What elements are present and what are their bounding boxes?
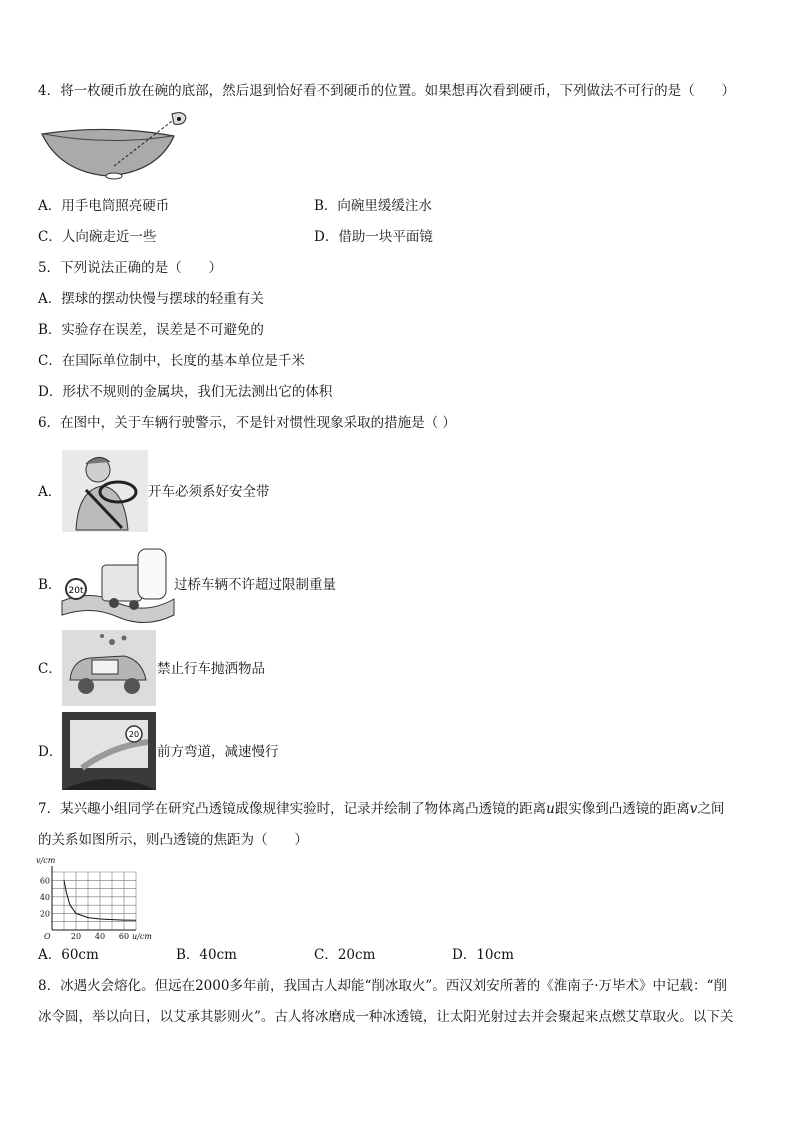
q5-option-d: D．形状不规则的金属块，我们无法测出它的体积 — [38, 384, 333, 400]
q4-option-d: D．借助一块平面镜 — [314, 229, 433, 245]
y-tick-label: 40 — [39, 892, 50, 902]
q7-option-b: B．40cm — [176, 947, 237, 963]
q7-option-a: A．60cm — [38, 947, 99, 963]
x-tick-label: 40 — [94, 932, 106, 941]
bowl-coin-illustration — [38, 110, 188, 188]
q4-stem: 4．将一枚硬币放在碗的底部，然后退到恰好看不到硬币的位置。如果想再次看到硬币，下列做法不可行的是（ ） — [38, 83, 736, 99]
x-tick-label: 60 — [118, 932, 130, 941]
y-tick-label: 60 — [39, 876, 50, 886]
q6-option-c-letter: C． — [38, 661, 62, 677]
q5-option-c: C．在国际单位制中，长度的基本单位是千米 — [38, 353, 305, 369]
seatbelt-driver-image — [62, 450, 148, 532]
q4-option-b: B．向碗里缓缓注水 — [314, 198, 432, 214]
bridge-truck-image — [62, 545, 174, 625]
q5-option-a: A．摆球的摆动快慢与摆球的轻重有关 — [38, 291, 264, 307]
x-axis-label: u/cm — [132, 932, 152, 941]
q6-option-a-caption: 开车必须系好安全带 — [148, 484, 270, 500]
origin-label: O — [44, 932, 51, 941]
q8-line1: 8．冰遇火会熔化。但远在2000多年前，我国古人却能“削冰取火”。西汉刘安所著的《淮南子·万毕术》中记载：“削 — [38, 978, 727, 994]
q6-option-d-letter: D． — [38, 744, 63, 760]
y-tick-label: 20 — [39, 909, 50, 919]
q4-option-a: A．用手电筒照亮硬币 — [38, 198, 170, 214]
weight-limit-sign-text: 20t — [68, 586, 84, 596]
q6-stem: 6．在图中，关于车辆行驶警示，不是针对惯性现象采取的措施是（ ） — [38, 415, 456, 431]
littering-car-image — [62, 630, 156, 706]
speed-limit-sign-text: 20 — [128, 730, 140, 739]
q5-option-b: B．实验存在误差，误差是不可避免的 — [38, 322, 264, 338]
q7-option-c: C．20cm — [314, 947, 376, 963]
q4-option-c: C．人向碗走近一些 — [38, 229, 157, 245]
q7-option-d: D．10cm — [452, 947, 514, 963]
q8-line2: 冰令圆，举以向日，以艾承其影则火”。古人将冰磨成一种冰透镜，让太阳光射过去并会聚起来点燃艾草取火。以下关 — [38, 1009, 734, 1025]
q6-option-b-caption: 过桥车辆不许超过限制重量 — [174, 577, 336, 593]
q6-option-b-letter: B． — [38, 577, 62, 593]
curve-road-image — [62, 712, 156, 790]
q5-stem: 5．下列说法正确的是（ ） — [38, 260, 223, 276]
x-tick-label: 20 — [70, 932, 82, 941]
q6-option-c-caption: 禁止行车抛洒物品 — [157, 661, 265, 677]
q7-stem-line1: 7．某兴趣小组同学在研究凸透镜成像规律实验时，记录并绘制了物体离凸透镜的距离u跟实像到凸透镜的距离v之间 — [38, 801, 725, 817]
q6-option-a-letter: A． — [38, 484, 62, 500]
y-axis-label: v/cm — [36, 856, 56, 865]
q6-option-d-caption: 前方弯道，减速慢行 — [157, 744, 279, 760]
q7-stem-line2: 的关系如图所示，则凸透镜的焦距为（ ） — [38, 832, 308, 848]
q7-uv-chart — [36, 856, 152, 941]
